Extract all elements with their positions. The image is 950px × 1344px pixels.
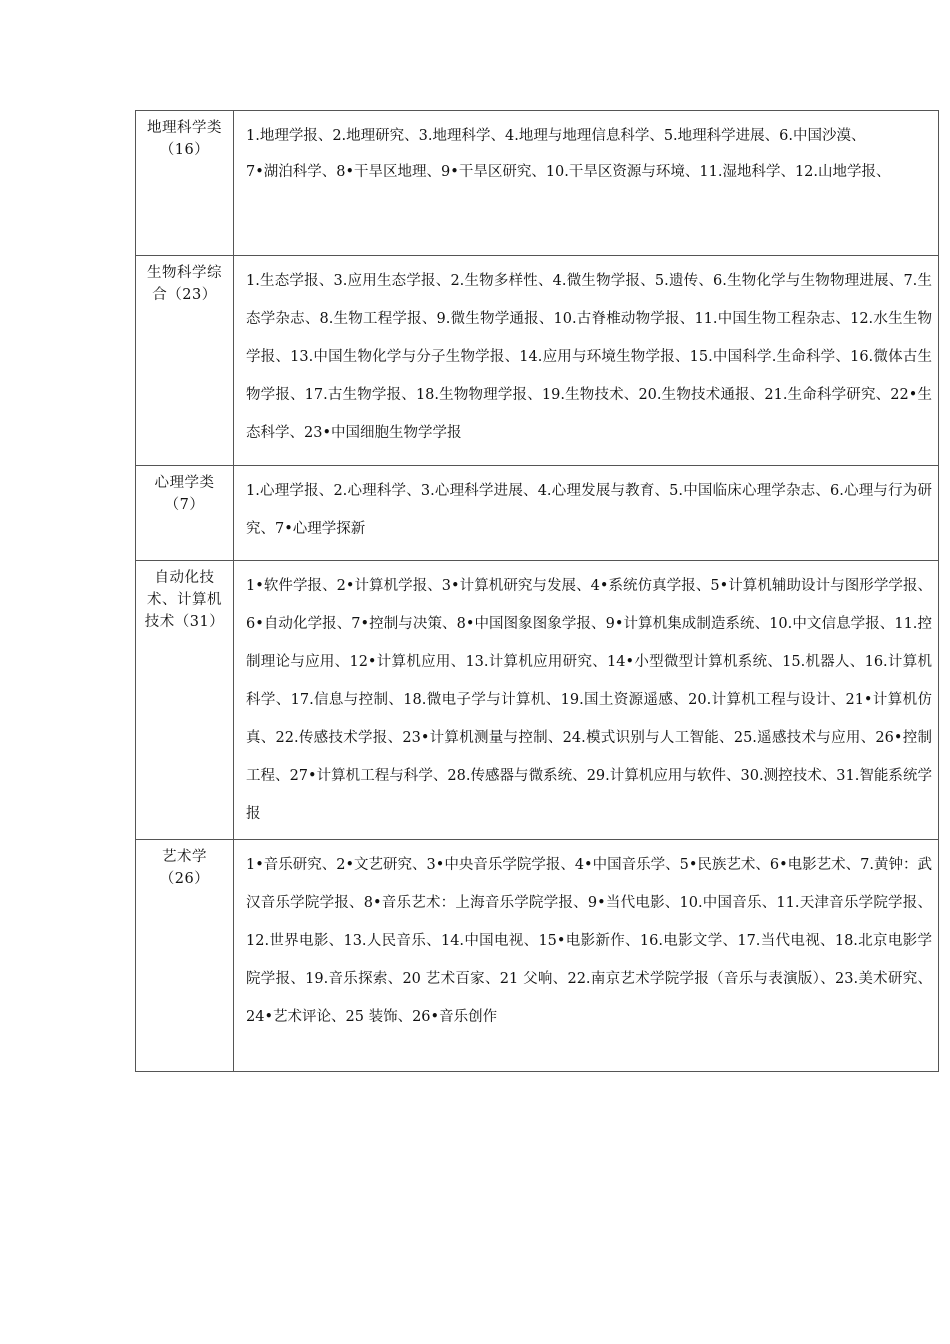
journal-list-cell: 1•音乐研究、2•文艺研究、3•中央音乐学院学报、4•中国音乐学、5•民族艺术、6•电影艺术、7.黄钟：武汉音乐学院学报、8•音乐艺术：上海音乐学院学报、9•当代电影、10.中国音乐、11.天津音乐学院学报、12.世界电影、13.人民音乐、14.中国电视、15•电影新作、16.电影文学、17.当代电视、18.北京电影学院学报、19.音乐探索、20 艺术百家、21 父响、22.南京艺术学院学报（音乐与表演版）、23.美术研究、24•艺术评论、25 装饰、26•音乐创作 (234, 840, 939, 1072)
journal-list-cell: 1•软件学报、2•计算机学报、3•计算机研究与发展、4•系统仿真学报、5•计算机辅助设计与图形学学报、6•自动化学报、7•控制与决策、8•中国图象图象学报、9•计算机集成制造系统、10.中文信息学报、11.控制理论与应用、12•计算机应用、13.计算机应用研究、14•小型微型计算机系统、15.机器人、16.计算机科学、17.信息与控制、18.微电子学与计算机、19.国土资源遥感、20.计算机工程与设计、21•计算机仿真、22.传感技术学报、23•计算机测量与控制、24.模式识别与人工智能、25.遥感技术与应用、26•控制工程、27•计算机工程与科学、28.传感器与微系统、29.计算机应用与软件、30.测控技术、31.智能系统学报 (234, 561, 939, 840)
journal-list-cell: 1.生态学报、3.应用生态学报、2.生物多样性、4.微生物学报、5.遗传、6.生物化学与生物物理进展、7.生态学杂志、8.生物工程学报、9.微生物学通报、10.古脊椎动物学报、11.中国生物工程杂志、12.水生生物学报、13.中国生物化学与分子生物学报、14.应用与环境生物学报、15.中国科学.生命科学、16.微体古生物学报、17.古生物学报、18.生物物理学报、19.生物技术、20.生物技术通报、21.生命科学研究、22•生态科学、23•中国细胞生物学学报 (234, 256, 939, 466)
table-row-computing (136, 561, 939, 840)
table-row-biology (136, 256, 939, 466)
table-row-arts (136, 840, 939, 1072)
journal-list-cell: 1.心理学报、2.心理科学、3.心理科学进展、4.心理发展与教育、5.中国临床心理学杂志、6.心理与行为研究、7•心理学探新 (234, 466, 939, 561)
journal-list-paragraph: 1.地理学报、2.地理研究、3.地理科学、4.地理与地理信息科学、5.地理科学进展、6.中国沙漠、 (246, 128, 866, 144)
journal-list-cell (234, 111, 939, 256)
category-cell: 生物科学综合（23） (136, 256, 234, 466)
journal-list-paragraph: 7•湖泊科学、8•干旱区地理、9•干旱区研究、10.干旱区资源与环境、11.湿地科学、12.山地学报、 (246, 164, 891, 180)
table-row-geography (136, 111, 939, 256)
category-cell: 艺术学（26） (136, 840, 234, 1072)
category-cell: 心理学类（7） (136, 466, 234, 561)
category-cell: 地理科学类（16） (136, 111, 234, 256)
table-row-psychology (136, 466, 939, 561)
category-cell: 自动化技术、计算机技术（31） (136, 561, 234, 840)
journal-catalog-table (135, 110, 939, 1072)
